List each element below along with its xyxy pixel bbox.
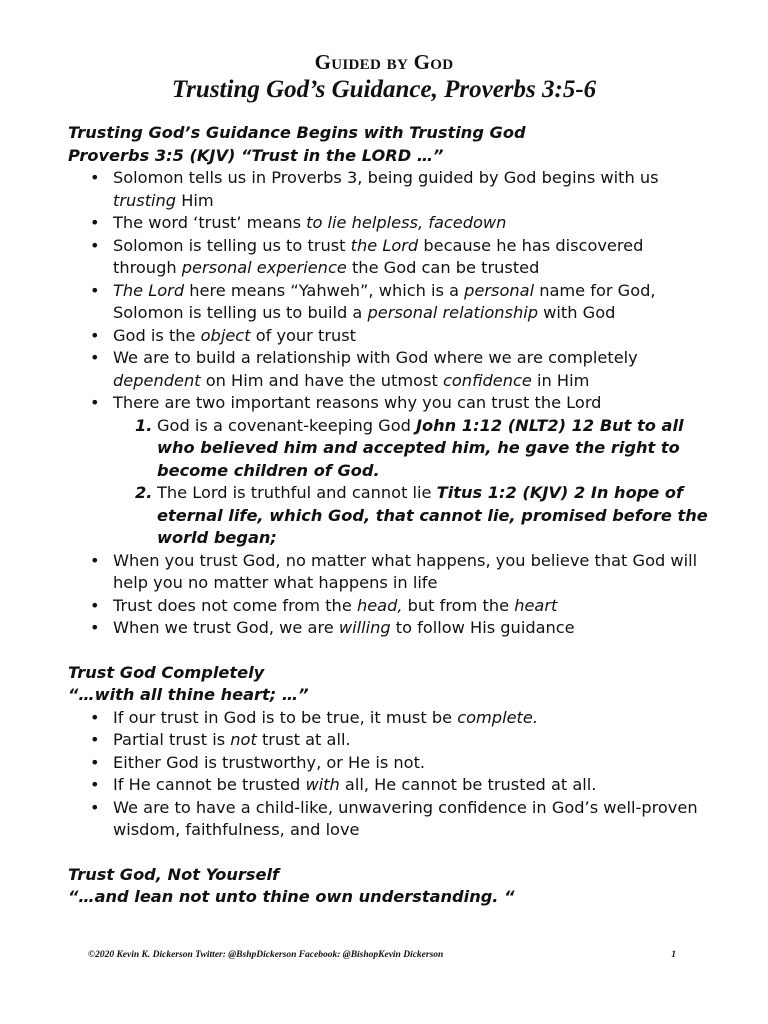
sermon-title: Trusting God’s Guidance, Proverbs 3:5-6	[171, 76, 597, 103]
text-run: Solomon is telling us to trust	[113, 235, 351, 255]
emphasis-run: object	[200, 325, 251, 345]
bullet-list	[68, 707, 708, 842]
text-run: to follow His guidance	[390, 618, 575, 637]
page-footer	[88, 950, 688, 960]
text-run: The word ‘trust’ means	[113, 213, 307, 232]
text-run: If He cannot be trusted	[113, 775, 306, 794]
emphasis-run: trusting	[113, 190, 177, 210]
scripture-quote: Titus 1:2 (KJV) 2 In hope of eternal life, which God, that cannot lie, promised before the world began;	[157, 483, 708, 547]
emphasis-run: willing	[338, 618, 391, 637]
section-scripture: Proverbs 3:5 (KJV) “Trust in the LORD …”	[68, 145, 444, 165]
numbered-item	[135, 482, 708, 550]
list-item	[113, 752, 708, 775]
text-run: There are two important reasons why you can trust the Lord	[113, 393, 602, 412]
text-run: all, He cannot be trusted at all.	[339, 775, 597, 794]
text-run: The Lord is truthful and cannot lie	[157, 483, 437, 502]
text-run: because he has discovered through	[113, 235, 644, 277]
section-scripture: “…and lean not unto thine own understanding. “	[68, 887, 515, 906]
list-item	[113, 167, 708, 212]
text-run: of your trust	[250, 325, 357, 345]
section-heading: Trust God, Not Yourself	[68, 864, 280, 884]
text-run: We are to build a relationship with God where we are completely	[113, 348, 638, 367]
text-run: God is the	[113, 325, 201, 345]
text-run: Either God is trustworthy, or He is not.	[113, 752, 426, 772]
list-item	[113, 707, 708, 730]
text-run: but from the	[402, 595, 515, 615]
section-spacer	[68, 640, 708, 662]
text-run: on Him and have the utmost	[200, 370, 443, 390]
list-item	[113, 550, 708, 595]
emphasis-run: The Lord	[113, 280, 185, 300]
text-run: name for God, Solomon is telling us to build a	[113, 280, 656, 322]
text-run: the God can be trusted	[346, 258, 540, 277]
emphasis-run: dependent	[113, 370, 201, 390]
list-item	[113, 392, 708, 550]
emphasis-run: personal relationship	[367, 303, 539, 322]
bullet-list	[68, 167, 708, 640]
text-run: Trust does not come from the	[113, 595, 357, 615]
list-item	[113, 280, 708, 325]
text-run: God is a covenant-keeping God	[157, 415, 417, 435]
section-scripture: “…with all thine heart; …”	[68, 685, 309, 704]
text-run: trust at all.	[256, 730, 351, 749]
numbered-item	[135, 415, 708, 483]
list-item	[113, 347, 708, 392]
emphasis-run: personal experience	[181, 258, 347, 277]
list-item	[113, 797, 708, 842]
text-run: If our trust in God is to be true, it must be	[113, 707, 458, 727]
item-number: 2.	[135, 483, 153, 502]
emphasis-run: with	[305, 775, 340, 794]
list-item	[113, 325, 708, 348]
list-item	[113, 212, 708, 235]
list-item	[113, 235, 708, 280]
numbered-list	[113, 415, 708, 550]
list-item	[113, 617, 708, 640]
text-run: Solomon tells us in Proverbs 3, being guided by God begins with us	[113, 168, 659, 187]
list-item	[113, 729, 708, 752]
footer-copyright: ©2020 Kevin K. Dickerson Twitter: @BshpDickerson Facebook: @BishopKevin Dickerson	[88, 950, 444, 960]
series-title: Guided by God	[314, 50, 454, 74]
emphasis-run: personal	[464, 280, 535, 300]
text-run: We are to have a child-like, unwavering confidence in God’s well-proven wisdom, faithfulness, and love	[113, 797, 698, 839]
emphasis-run: complete.	[457, 707, 538, 727]
item-number: 1.	[135, 415, 153, 435]
text-run: here means “Yahweh”, which is a	[184, 280, 465, 300]
text-run: When you trust God, no matter what happens, you believe that God will help you no matter what happens in life	[113, 550, 698, 592]
emphasis-run: not	[230, 730, 257, 749]
emphasis-run: confidence	[443, 370, 532, 390]
emphasis-run: to lie helpless, facedown	[306, 213, 507, 232]
emphasis-run: heart	[514, 595, 558, 615]
text-run: Partial trust is	[113, 730, 231, 749]
list-item	[113, 774, 708, 797]
text-run: Him	[176, 190, 214, 210]
page-number: 1	[671, 950, 676, 960]
list-item	[113, 595, 708, 618]
text-run: in Him	[531, 370, 590, 390]
document-body	[68, 122, 708, 909]
section-heading: Trusting God’s Guidance Begins with Trusting God	[68, 123, 526, 142]
emphasis-run: head,	[356, 595, 403, 615]
scripture-quote: John 1:12 (NLT2) 12 But to all who believed him and accepted him, he gave the right to become children of God.	[157, 415, 684, 480]
section-heading: Trust God Completely	[68, 662, 265, 682]
section-spacer	[68, 842, 708, 864]
text-run: When we trust God, we are	[113, 618, 339, 637]
text-run: with God	[538, 303, 616, 322]
emphasis-run: the Lord	[350, 235, 419, 255]
